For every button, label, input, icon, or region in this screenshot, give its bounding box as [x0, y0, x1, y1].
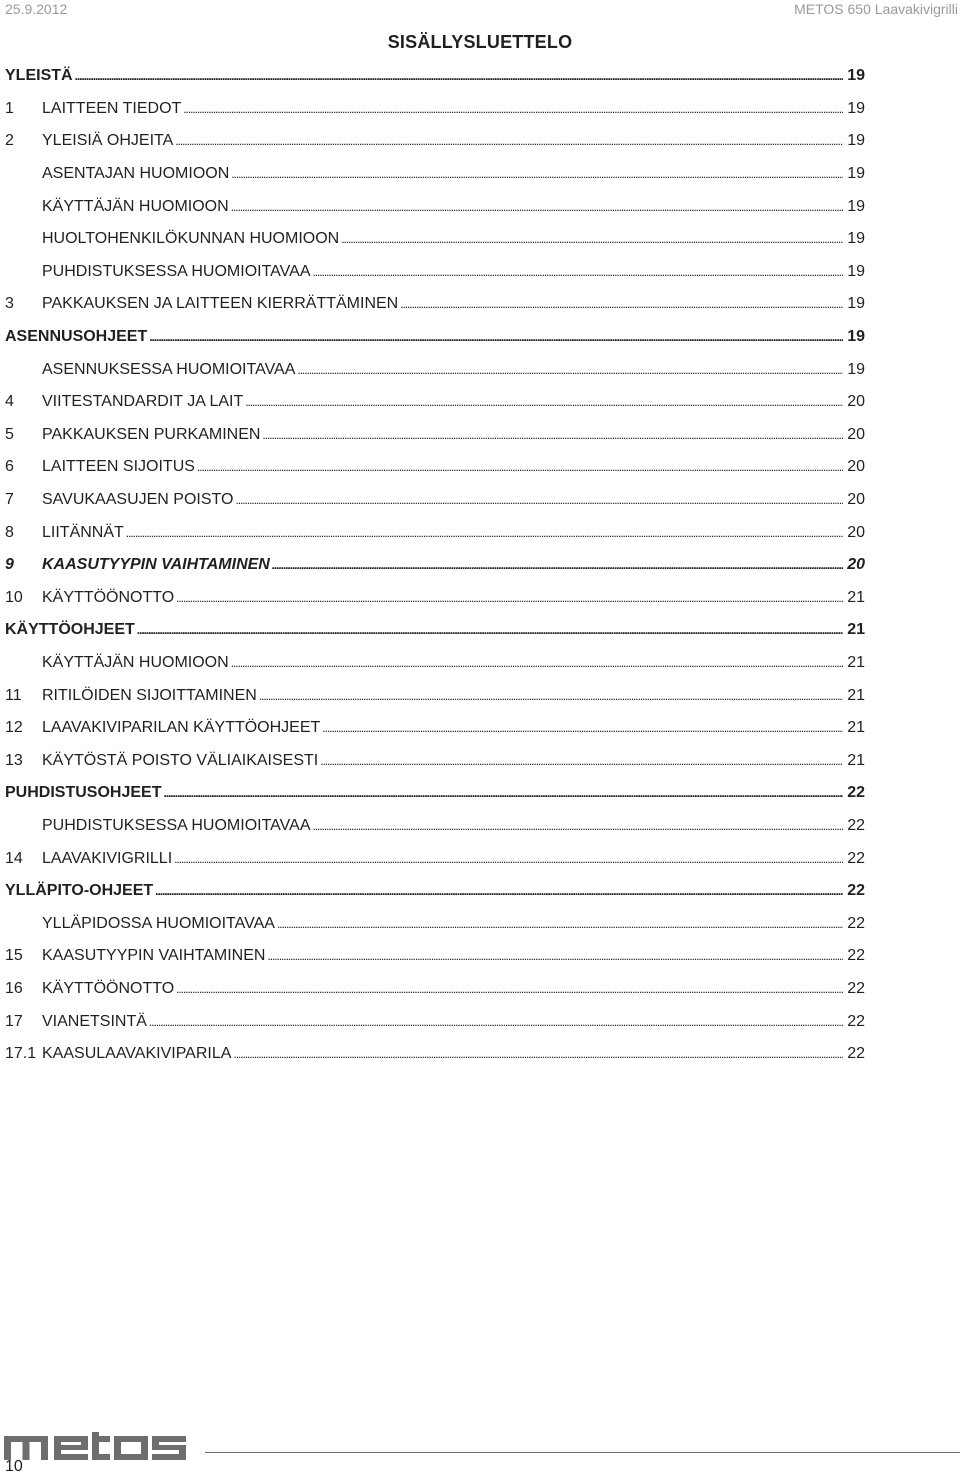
toc-entry-label: LAITTEEN TIEDOT: [42, 99, 182, 117]
toc-leader-dots: [163, 784, 843, 802]
toc-entry: [5, 484, 865, 517]
toc-entry-label: ASENTAJAN HUOMIOON: [42, 165, 230, 183]
toc-entry-label: KÄYTTÖÖNOTTO: [42, 588, 175, 606]
toc-leader-dots: [233, 1045, 843, 1063]
toc-entry: [5, 125, 865, 158]
toc-entry-number: 4: [5, 393, 14, 411]
toc-entry-label: LAAVAKIVIGRILLI: [42, 849, 173, 867]
toc-entry: [5, 777, 865, 810]
toc-leader-dots: [231, 198, 844, 216]
toc-entry: [5, 940, 865, 973]
toc-entry-label: LIITÄNNÄT: [42, 523, 124, 541]
toc-entry: [5, 321, 865, 354]
toc-entry-label: PUHDISTUKSESSA HUOMIOITAVAA: [42, 816, 311, 834]
toc-leader-dots: [262, 426, 843, 444]
toc-entry-page: 19: [847, 165, 865, 183]
toc-entry-label: PUHDISTUKSESSA HUOMIOITAVAA: [42, 262, 311, 280]
toc-entry: [5, 1005, 865, 1038]
toc-entry-page: 22: [847, 816, 865, 834]
toc-leader-dots: [155, 882, 843, 900]
toc-entry-label: ASENNUKSESSA HUOMIOITAVAA: [42, 360, 296, 378]
toc-entry: [5, 353, 865, 386]
toc-leader-dots: [272, 556, 843, 574]
toc-entry-label: PAKKAUKSEN JA LAITTEEN KIERRÄTTÄMINEN: [42, 295, 399, 313]
toc-entry-page: 20: [847, 556, 865, 574]
toc-leader-dots: [231, 165, 843, 183]
toc-entry-number: 14: [5, 849, 23, 867]
toc-entry: [5, 93, 865, 126]
toc-entry-number: 8: [5, 523, 14, 541]
toc-entry-number: 6: [5, 458, 14, 476]
toc-leader-dots: [245, 393, 843, 411]
toc-leader-dots: [259, 687, 843, 705]
toc-leader-dots: [322, 719, 843, 737]
page-header: [0, 0, 960, 20]
toc-entry-label: YLEISTÄ: [5, 67, 73, 85]
toc-entry-label: VIANETSINTÄ: [42, 1012, 147, 1030]
footer-rule: [205, 1452, 960, 1453]
toc-entry: [5, 256, 865, 289]
toc-entry-label: KÄYTTÄJÄN HUOMIOON: [42, 653, 229, 671]
toc-entry: [5, 158, 865, 191]
toc-leader-dots: [176, 980, 843, 998]
toc-entry-number: 7: [5, 491, 14, 509]
toc-entry-number: 11: [5, 686, 22, 704]
toc-leader-dots: [313, 263, 844, 281]
toc-entry: [5, 712, 865, 745]
toc-entry-page: 19: [847, 328, 865, 346]
header-product: METOS 650 Laavakivigrilli: [794, 1, 958, 17]
toc-leader-dots: [175, 132, 843, 150]
toc-entry-page: 20: [847, 425, 865, 443]
toc-entry: [5, 451, 865, 484]
toc-entry: [5, 190, 865, 223]
toc-entry-page: 19: [847, 132, 865, 150]
toc-entry: [5, 973, 865, 1006]
toc-entry-page: 22: [847, 979, 865, 997]
toc-entry-page: 20: [847, 523, 865, 541]
toc-entry-page: 21: [847, 719, 865, 737]
toc-entry: [5, 582, 865, 615]
toc-entry-page: 19: [847, 99, 865, 117]
toc-entry: [5, 60, 865, 93]
toc-entry-number: 10: [5, 588, 23, 606]
toc-entry-page: 21: [847, 686, 865, 704]
toc-entry-label: VIITESTANDARDIT JA LAIT: [42, 393, 244, 411]
toc-entry-number: 17.1: [5, 1045, 37, 1063]
toc-entry: [5, 386, 865, 419]
toc-entry-label: SAVUKAASUJEN POISTO: [42, 491, 234, 509]
toc-entry-label: KAASUTYYPIN VAIHTAMINEN: [42, 556, 270, 574]
toc-leader-dots: [267, 947, 843, 965]
toc-entry-page: 22: [847, 947, 865, 965]
toc-entry-label: KÄYTTÖOHJEET: [5, 621, 135, 639]
toc-entry-label: LAAVAKIVIPARILAN KÄYTTÖOHJEET: [42, 719, 321, 737]
toc-leader-dots: [75, 67, 844, 85]
page-title: SISÄLLYSLUETTELO: [387, 32, 573, 52]
toc-leader-dots: [313, 817, 844, 835]
toc-entry-page: 22: [847, 849, 865, 867]
toc-entry-page: 19: [847, 67, 865, 85]
toc-entry-number: 13: [5, 751, 23, 769]
toc-entry-page: 19: [847, 197, 865, 215]
toc-leader-dots: [174, 850, 843, 868]
toc-entry-label: PAKKAUKSEN PURKAMINEN: [42, 425, 261, 443]
page-number: 10: [5, 1458, 23, 1475]
toc-entry-number: 1: [5, 99, 14, 117]
toc-entry-label: KÄYTTÖÖNOTTO: [42, 979, 175, 997]
toc-entry-page: 20: [847, 491, 865, 509]
toc-entry-label: KÄYTÖSTÄ POISTO VÄLIAIKAISESTI: [42, 751, 319, 769]
toc-entry: [5, 810, 865, 843]
toc-entry-label: LAITTEEN SIJOITUS: [42, 458, 195, 476]
toc-entry: [5, 223, 865, 256]
toc-entry-label: YLLÄPIDOSSA HUOMIOITAVAA: [42, 914, 275, 932]
toc-leader-dots: [231, 654, 844, 672]
table-of-contents: [5, 60, 865, 1070]
toc-entry-number: 3: [5, 295, 14, 313]
toc-entry-label: KAASULAAVAKIVIPARILA: [42, 1045, 232, 1063]
toc-entry-number: 17: [5, 1012, 23, 1030]
toc-entry-page: 20: [847, 458, 865, 476]
toc-entry-page: 20: [847, 393, 865, 411]
toc-entry-label: HUOLTOHENKILÖKUNNAN HUOMIOON: [42, 230, 340, 248]
toc-entry: [5, 907, 865, 940]
toc-entry: [5, 842, 865, 875]
toc-leader-dots: [297, 361, 843, 379]
toc-leader-dots: [176, 589, 843, 607]
toc-entry: [5, 1038, 865, 1071]
toc-entry-page: 21: [847, 621, 865, 639]
toc-entry-number: 12: [5, 719, 23, 737]
toc-entry: [5, 679, 865, 712]
toc-entry-label: KAASUTYYPIN VAIHTAMINEN: [42, 947, 266, 965]
toc-entry: [5, 288, 865, 321]
toc-entry-label: RITILÖIDEN SIJOITTAMINEN: [42, 686, 257, 704]
toc-entry-number: 16: [5, 979, 23, 997]
toc-leader-dots: [149, 328, 843, 346]
toc-entry: [5, 744, 865, 777]
toc-leader-dots: [197, 458, 843, 476]
toc-leader-dots: [235, 491, 843, 509]
toc-entry-label: PUHDISTUSOHJEET: [5, 784, 162, 802]
page-footer: [0, 1428, 960, 1478]
toc-leader-dots: [126, 524, 843, 542]
toc-entry-number: 9: [5, 556, 14, 574]
toc-leader-dots: [400, 295, 843, 313]
toc-entry-page: 22: [847, 1045, 865, 1063]
toc-entry-label: ASENNUSOHJEET: [5, 328, 148, 346]
toc-entry-page: 22: [847, 882, 865, 900]
toc-entry: [5, 516, 865, 549]
toc-leader-dots: [320, 752, 843, 770]
toc-entry-page: 19: [847, 262, 865, 280]
toc-entry-page: 22: [847, 784, 865, 802]
toc-entry-number: 2: [5, 132, 14, 150]
toc-entry-label: KÄYTTÄJÄN HUOMIOON: [42, 197, 229, 215]
toc-leader-dots: [137, 621, 843, 639]
toc-leader-dots: [341, 230, 843, 248]
toc-entry-page: 21: [847, 751, 865, 769]
toc-entry: [5, 875, 865, 908]
header-date: 25.9.2012: [5, 1, 68, 17]
toc-entry-page: 19: [847, 360, 865, 378]
toc-leader-dots: [149, 1013, 843, 1031]
toc-entry-page: 19: [847, 295, 865, 313]
toc-entry-page: 22: [847, 1012, 865, 1030]
toc-entry-number: 5: [5, 425, 14, 443]
toc-entry-page: 21: [847, 588, 865, 606]
toc-entry-page: 22: [847, 914, 865, 932]
toc-entry-label: YLLÄPITO-OHJEET: [5, 882, 154, 900]
toc-entry: [5, 614, 865, 647]
toc-entry-number: 15: [5, 947, 23, 965]
metos-logo: [4, 1432, 188, 1462]
toc-entry-page: 19: [847, 230, 865, 248]
toc-entry-page: 21: [847, 653, 865, 671]
toc-entry: [5, 647, 865, 680]
toc-leader-dots: [277, 915, 843, 933]
toc-entry: [5, 419, 865, 452]
toc-entry: [5, 549, 865, 582]
toc-entry-label: YLEISIÄ OHJEITA: [42, 132, 174, 150]
toc-leader-dots: [183, 100, 843, 118]
